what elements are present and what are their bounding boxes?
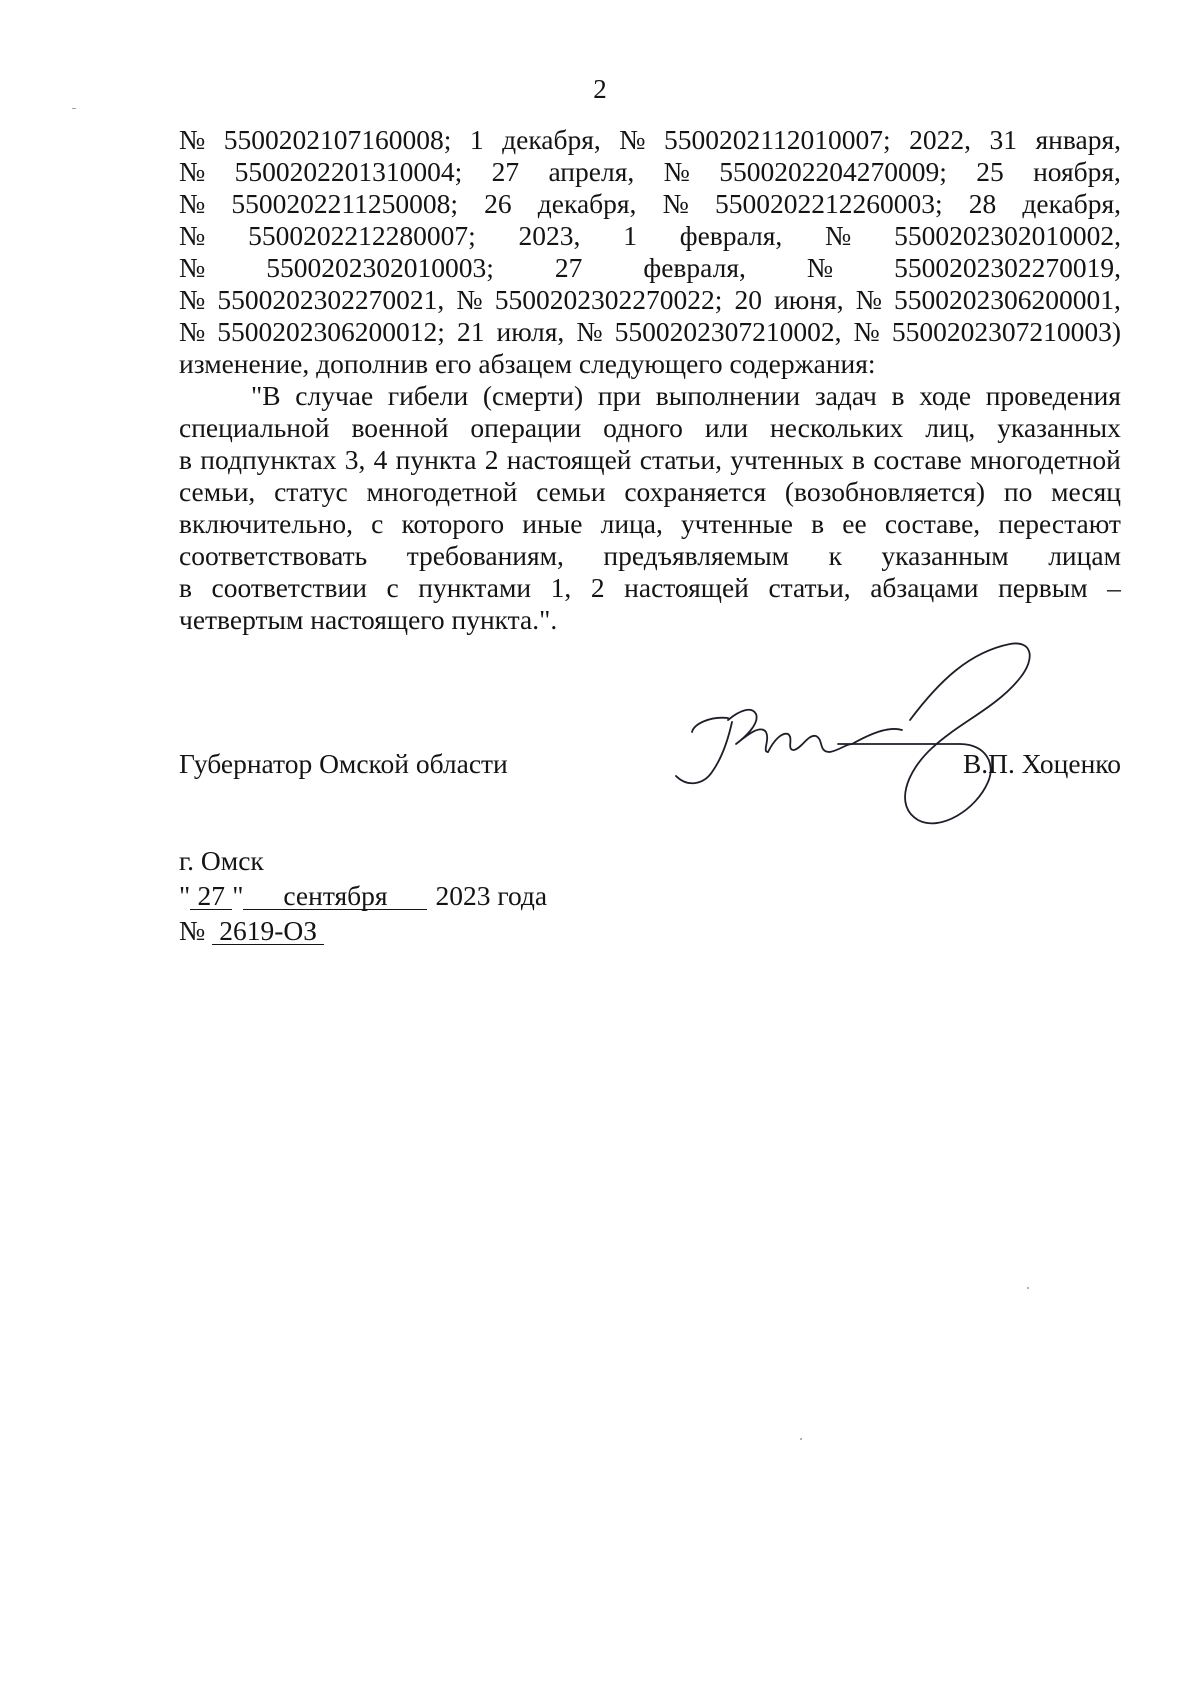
body-word: января, — [1035, 124, 1121, 155]
body-word: подпунктах — [200, 444, 337, 475]
body-word: № — [825, 220, 852, 251]
body-word: № — [855, 284, 882, 315]
body-word: ноября, — [1033, 156, 1121, 187]
body-word: 5500202307210002, — [614, 316, 842, 347]
body-word: статьи, — [768, 572, 851, 603]
body-word: 2 — [590, 572, 605, 603]
body-word: гибели — [387, 380, 469, 411]
number-line — [179, 913, 547, 948]
body-word: 1 — [623, 220, 637, 251]
body-word: 1 — [469, 124, 484, 155]
body-line — [179, 348, 1121, 380]
body-word: перестают — [998, 508, 1121, 539]
body-word: с — [371, 508, 384, 539]
body-word: № — [179, 220, 206, 251]
body-line — [179, 604, 1121, 636]
law-number: 2619-ОЗ — [212, 918, 324, 945]
scan-speck — [1027, 1287, 1029, 1289]
body-line — [179, 508, 1121, 540]
body-word: указанным — [881, 540, 1009, 571]
body-line — [179, 412, 1121, 444]
body-word: настоящей — [506, 444, 632, 475]
body-word: указанных — [997, 412, 1121, 443]
body-word: при — [597, 380, 642, 411]
body-word: составе, — [884, 508, 981, 539]
body-word: соответствии — [211, 572, 367, 603]
handwritten-signature — [670, 640, 1070, 840]
body-word: статьи, — [639, 444, 722, 475]
body-word: 5500202302270022; — [494, 284, 723, 315]
body-word: к — [828, 540, 842, 571]
body-word: 1, — [550, 572, 572, 603]
body-word: 21 — [456, 316, 485, 347]
body-word: лицам — [1048, 540, 1121, 571]
body-word: операции — [470, 412, 582, 443]
body-word: № — [663, 156, 690, 187]
body-word: составе — [873, 444, 962, 475]
body-line — [179, 156, 1121, 188]
body-word: иные — [522, 508, 583, 539]
city: г. Омск — [179, 845, 264, 876]
body-word: в — [179, 572, 192, 603]
governor-name: В.П. Хоценко — [962, 748, 1121, 779]
body-word: (возобновляется) — [784, 476, 986, 507]
body-word: лиц, — [925, 412, 976, 443]
body-word: 5500202302270021, — [217, 284, 445, 315]
body-word: "В — [251, 380, 281, 411]
body-line — [179, 572, 1121, 604]
body-word: 5500202211250008; — [231, 188, 459, 219]
governor-title: Губернатор Омской области — [179, 748, 508, 779]
body-word: 5500202107160008; — [223, 124, 452, 155]
body-word: февраля, — [643, 252, 746, 283]
body-word: 4 — [373, 444, 388, 475]
body-word: апреля, — [548, 156, 635, 187]
body-word: с — [386, 572, 399, 603]
body-word: июня, — [774, 284, 844, 315]
body-word: 31 — [989, 124, 1018, 155]
body-word: февраля, — [679, 220, 783, 251]
scan-speck — [72, 108, 76, 109]
body-word: № — [179, 156, 206, 187]
body-word: 5500202307210003) — [891, 316, 1121, 347]
body-word: декабря, — [502, 124, 601, 155]
body-word: одного — [603, 412, 683, 443]
body-line — [179, 476, 1121, 508]
body-word: многодетной — [366, 476, 518, 507]
body-word: четвертым настоящего пункта.". — [179, 604, 558, 635]
body-word: № — [456, 284, 483, 315]
body-word: первым — [998, 572, 1088, 603]
body-line — [179, 316, 1121, 348]
body-word: статус — [274, 476, 348, 507]
body-word: 28 — [968, 188, 997, 219]
body-line — [179, 124, 1121, 156]
body-word: семьи — [536, 476, 606, 507]
body-word: 5500202302270019, — [894, 252, 1121, 283]
body-word: лица, — [600, 508, 663, 539]
body-word: пункта — [395, 444, 477, 475]
body-word: 5500202212260003; — [714, 188, 943, 219]
body-word: № — [619, 124, 646, 155]
body-word: 5500202306200001, — [894, 284, 1121, 315]
place-date-number-block — [179, 843, 547, 948]
body-word: 2023, — [518, 220, 581, 251]
body-word: 2 — [484, 444, 499, 475]
body-word: семьи, — [179, 476, 256, 507]
body-word: в — [852, 444, 866, 475]
body-word: в — [891, 380, 905, 411]
body-word: № — [179, 316, 206, 347]
body-word: декабря, — [537, 188, 637, 219]
body-line — [179, 188, 1121, 220]
date-open-quote: " — [179, 880, 191, 911]
body-word: которого — [401, 508, 505, 539]
number-sign: № — [179, 915, 206, 946]
body-word: 3, — [344, 444, 366, 475]
body-line — [179, 540, 1121, 572]
body-word: № — [179, 124, 206, 155]
body-word: 5500202112010007; — [664, 124, 891, 155]
date-close-quote: " — [232, 880, 244, 911]
body-word: № — [179, 284, 206, 315]
body-word: учтенных — [730, 444, 844, 475]
body-word: изменение, дополнив его абзацем следующего содержания: — [179, 348, 876, 379]
body-word: 5500202302010003; — [266, 252, 494, 283]
document-body-text — [179, 124, 1121, 636]
body-word: 5500202302010002, — [894, 220, 1121, 251]
body-word: выполнении — [655, 380, 801, 411]
body-line — [179, 444, 1121, 476]
body-word: № — [179, 252, 206, 283]
body-word: июля, — [496, 316, 565, 347]
body-word: 5500202212280007; — [248, 220, 476, 251]
body-word: абзацами — [870, 572, 979, 603]
city-line — [179, 843, 547, 878]
body-word: случае — [295, 380, 374, 411]
body-word: 26 — [484, 188, 512, 219]
body-word: требованиям, — [406, 540, 564, 571]
body-word: в — [811, 508, 825, 539]
body-word: 20 — [734, 284, 762, 315]
body-word: нескольких — [770, 412, 904, 443]
body-word: предъявляемым — [603, 540, 790, 571]
body-word: военной — [351, 412, 449, 443]
body-word: ее — [842, 508, 867, 539]
scan-speck — [800, 1438, 802, 1440]
body-word: месяц — [1051, 476, 1121, 507]
body-word: включительно, — [179, 508, 353, 539]
body-word: или — [704, 412, 749, 443]
body-line — [179, 380, 1121, 412]
body-word: специальной — [179, 412, 330, 443]
date-year: 2023 года — [435, 880, 548, 911]
body-line — [179, 252, 1121, 284]
body-word: сохраняется — [624, 476, 767, 507]
body-word: № — [179, 188, 206, 219]
body-word: № — [576, 316, 603, 347]
body-word: – — [1107, 572, 1121, 603]
body-word: ходе — [919, 380, 972, 411]
body-word: 27 — [554, 252, 583, 283]
body-word: в — [179, 444, 192, 475]
body-word: № — [853, 316, 880, 347]
body-word: пунктами — [418, 572, 532, 603]
body-word: 5500202306200012; — [217, 316, 445, 347]
body-word: многодетной — [970, 444, 1121, 475]
body-word: № — [806, 252, 834, 283]
body-word: проведения — [985, 380, 1121, 411]
body-word: соответствовать — [179, 540, 368, 571]
body-word: по — [1003, 476, 1033, 507]
body-word: № — [662, 188, 689, 219]
body-word: учтенные — [681, 508, 793, 539]
body-word: декабря, — [1022, 188, 1121, 219]
body-word: задач — [814, 380, 877, 411]
body-line — [179, 284, 1121, 316]
body-word: настоящей — [624, 572, 749, 603]
body-line — [179, 220, 1121, 252]
body-word: 5500202204270009; — [719, 156, 947, 187]
date-day: 27 — [190, 883, 232, 910]
date-month: сентября — [243, 883, 427, 910]
body-word: 5500202201310004; — [234, 156, 463, 187]
date-line — [179, 878, 547, 913]
body-word: (смерти) — [482, 380, 584, 411]
page-number: 2 — [593, 74, 607, 104]
body-word: 25 — [976, 156, 1004, 187]
body-word: 27 — [491, 156, 520, 187]
body-word: 2022, — [909, 124, 972, 155]
